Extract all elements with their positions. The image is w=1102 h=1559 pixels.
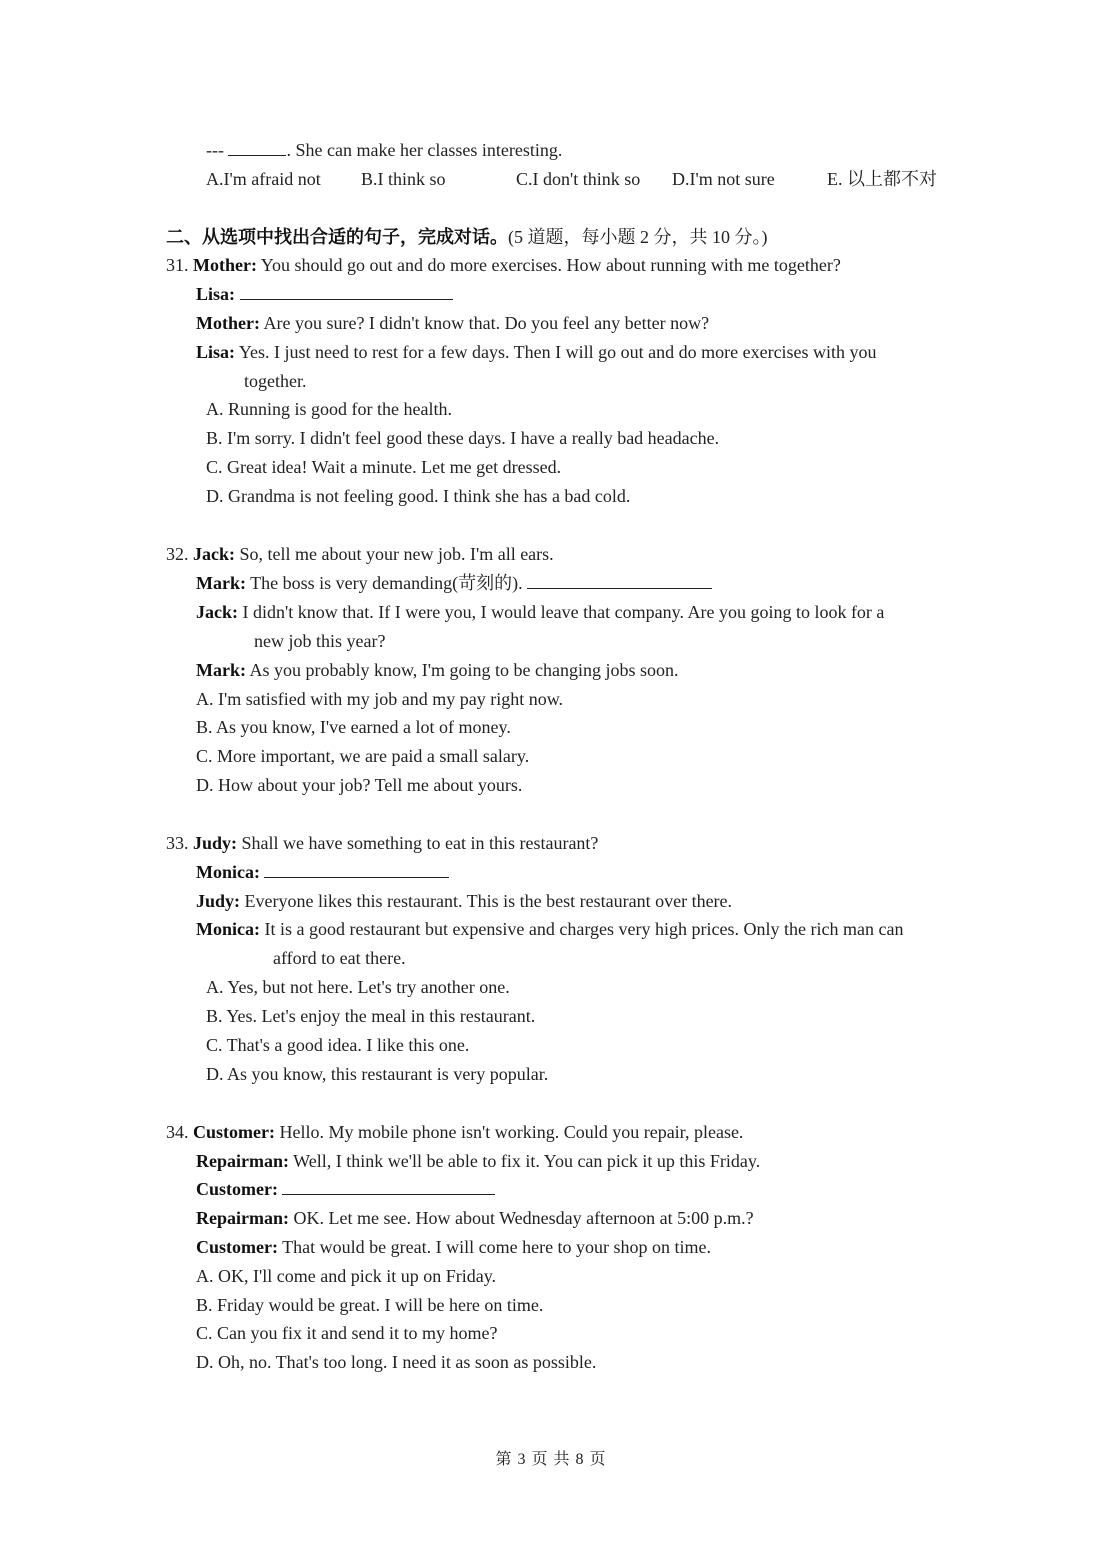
q31-line-1: 31. Mother: You should go out and do more exercises. How about running with me together? (166, 255, 841, 275)
q34-option-b: B. Friday would be great. I will be here on time. (196, 1295, 544, 1315)
q32-line-2: Mark: The boss is very demanding(苛刻的). (196, 572, 712, 594)
q34-line-5: Customer: That would be great. I will come here to your shop on time. (196, 1237, 712, 1257)
q34-line-3: Customer: (196, 1178, 495, 1200)
question-number: 32. (166, 544, 189, 564)
q33-line-3: Judy: Everyone likes this restaurant. This is the best restaurant over there. (196, 891, 733, 911)
q33-option-b: B. Yes. Let's enjoy the meal in this restaurant. (206, 1006, 536, 1026)
answer-blank[interactable] (240, 283, 453, 300)
q33-line-2: Monica: (196, 861, 449, 883)
q32-line-4: Mark: As you probably know, I'm going to be changing jobs soon. (196, 660, 679, 680)
q33-line-4-cont: afford to eat there. (273, 948, 406, 968)
q33-option-c: C. That's a good idea. I like this one. (206, 1035, 470, 1055)
q30-option-c: C.I don't think so (516, 169, 641, 189)
q31-option-c: C. Great idea! Wait a minute. Let me get dressed. (206, 457, 562, 477)
q31-option-d: D. Grandma is not feeling good. I think she has a bad cold. (206, 486, 631, 506)
q33-option-a: A. Yes, but not here. Let's try another one. (206, 977, 510, 997)
q31-line-3: Mother: Are you sure? I didn't know that. Do you feel any better now? (196, 313, 710, 333)
section-2-heading (166, 226, 768, 248)
answer-blank[interactable] (282, 1178, 495, 1195)
q30-prompt: --- . She can make her classes interesting. (206, 140, 563, 160)
q30-option-d: D.I'm not sure (672, 169, 775, 189)
question-number: 33. (166, 833, 189, 853)
q33-line-1: 33. Judy: Shall we have something to eat in this restaurant? (166, 833, 599, 853)
answer-blank[interactable] (228, 139, 286, 156)
q34-line-2: Repairman: Well, I think we'll be able to fix it. You can pick it up this Friday. (196, 1151, 761, 1171)
q31-line-4: Lisa: Yes. I just need to rest for a few days. Then I will go out and do more exercises with you (196, 342, 877, 362)
q31-line-2: Lisa: (196, 283, 453, 305)
section-2-title: 二、从选项中找出合适的句子，完成对话。 (166, 227, 508, 247)
q31-option-a: A. Running is good for the health. (206, 399, 452, 419)
q32-option-b: B. As you know, I've earned a lot of money. (196, 717, 511, 737)
page-footer: 第 3 页 共 8 页 (495, 1451, 607, 1468)
q30-option-b: B.I think so (361, 169, 446, 189)
question-number: 34. (166, 1122, 189, 1142)
q32-line-3-cont: new job this year? (254, 631, 386, 651)
answer-blank[interactable] (527, 572, 712, 589)
q32-option-c: C. More important, we are paid a small salary. (196, 746, 530, 766)
q31-option-b: B. I'm sorry. I didn't feel good these days. I have a really bad headache. (206, 428, 720, 448)
q33-line-4: Monica: It is a good restaurant but expensive and charges very high prices. Only the rich man can (196, 919, 904, 939)
answer-blank[interactable] (264, 861, 449, 878)
q32-option-a: A. I'm satisfied with my job and my pay right now. (196, 689, 564, 709)
q32-line-1: 32. Jack: So, tell me about your new job. I'm all ears. (166, 544, 554, 564)
question-number: 31. (166, 255, 189, 275)
q30-option-e: E. 以上都不对 (827, 169, 937, 189)
q32-line-3: Jack: I didn't know that. If I were you, I would leave that company. Are you going to look for a (196, 602, 885, 622)
q34-option-c: C. Can you fix it and send it to my home? (196, 1323, 498, 1343)
q34-option-a: A. OK, I'll come and pick it up on Friday. (196, 1266, 497, 1286)
q31-line-4-cont: together. (244, 371, 307, 391)
q34-line-1: 34. Customer: Hello. My mobile phone isn't working. Could you repair, please. (166, 1122, 744, 1142)
q34-option-d: D. Oh, no. That's too long. I need it as soon as possible. (196, 1352, 597, 1372)
q30-option-a: A.I'm afraid not (206, 169, 321, 189)
q32-option-d: D. How about your job? Tell me about yours. (196, 775, 523, 795)
q34-line-4: Repairman: OK. Let me see. How about Wednesday afternoon at 5:00 p.m.? (196, 1208, 754, 1228)
section-2-note: (5 道题，每小题 2 分，共 10 分。) (508, 227, 768, 247)
q33-option-d: D. As you know, this restaurant is very popular. (206, 1064, 549, 1084)
